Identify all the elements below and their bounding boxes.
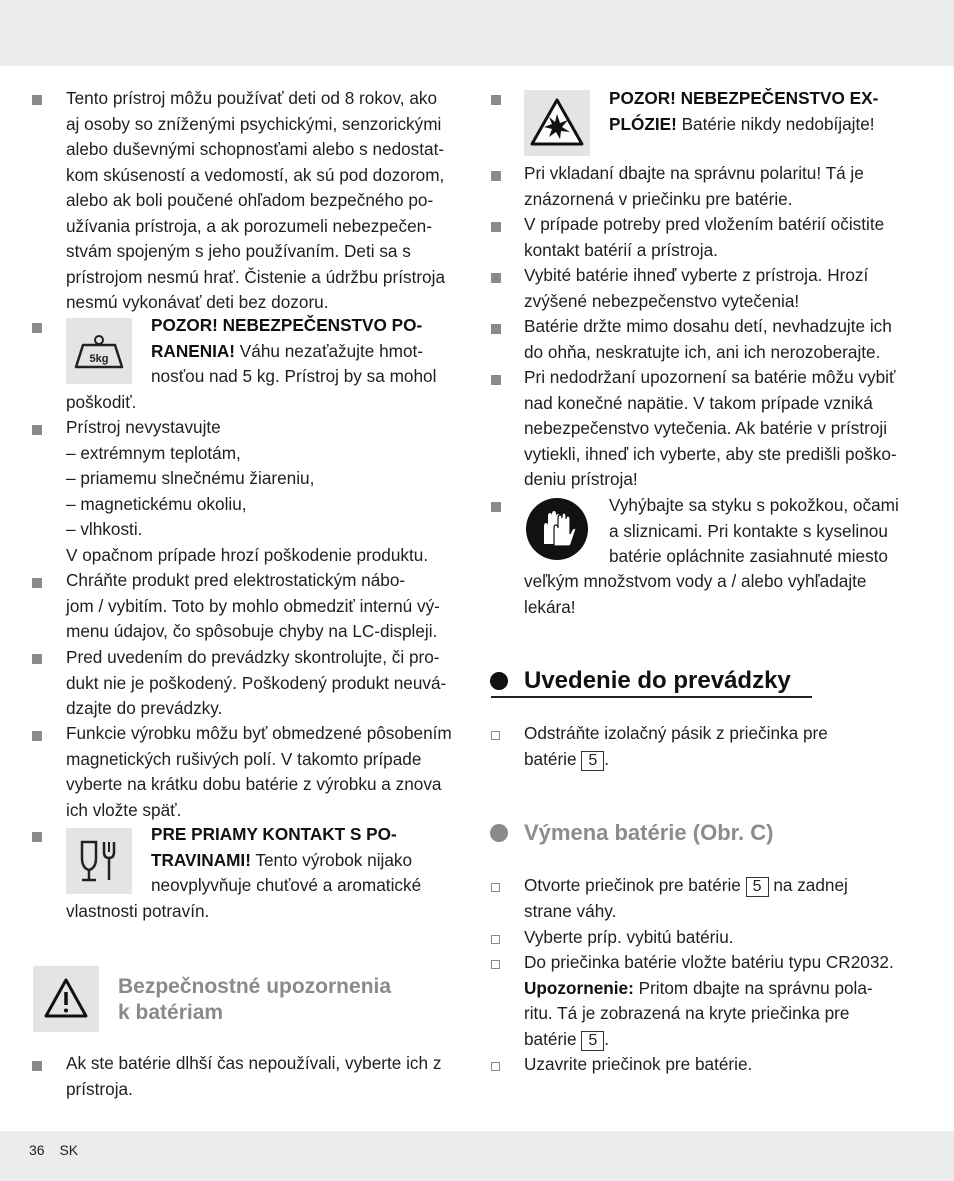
paragraph-environment: Prístroj nevystavujte – extrémnym teplotám, – priamemu slnečnému žiareniu, – magnetickému okoliu, – vlhkosti. V opačnom prípade hrozí poškodenie produktu.	[66, 417, 429, 565]
step-checkbox-icon	[491, 935, 500, 944]
step-checkbox-icon	[491, 731, 500, 740]
weight-label: 5kg	[89, 353, 109, 365]
footer-band	[0, 1131, 954, 1181]
paragraph-children-safety: Tento prístroj môžu používať deti od 8 rokov, ako aj osoby so zníženými psychickými, senzorickými alebo duševnými schopnosťami alebo s nedostat- kom skúseností a vedomostí, ak sú pod dozorom, alebo ak boli poučené ohľadom bezpečného po- užívania prístroja, a ak porozumeli nebezpečen- stvám spojeným s jeho používaním. Deti sa s prístrojom nesmú hrať. Čistenie a údržbu prístroja nesmú vykonávať deti bez dozoru.	[66, 88, 445, 312]
paragraph-remove-dead: Vybité batérie ihneď vyberte z prístroja. Hrozí zvýšené nebezpečenstvo vytečenia!	[524, 265, 869, 311]
heading-commissioning: Uvedenie do prevádzky	[524, 667, 791, 694]
paragraph-leakage: Pri nedodržaní upozornení sa batérie môžu vybiť nad konečné napätie. V takom prípade vzniká nebezpečenstvo vytečenia. Ak batérie v prístroji vytiekli, ihneď ich vyberte, aby ste predišli poško- deniu prístroja!	[524, 367, 897, 489]
ref-number: 5	[746, 877, 769, 897]
gloves-text: Vyhýbajte sa styku s pokožkou, očami a sliznicami. Pri kontakte s kyselinou batérie opláchnite zasiahnuté miesto	[609, 495, 899, 566]
weight-5kg-icon	[66, 318, 132, 384]
bullet-icon	[491, 502, 501, 512]
gloves-text-tail: veľkým množstvom vody a / alebo vyhľadajte lekára!	[524, 571, 867, 617]
explosion-warning-text: POZOR! NEBEZPEČENSTVO EX- PLÓZIE! Batérie nikdy nedobíjajte!	[609, 88, 879, 134]
language-code: SK	[59, 1142, 79, 1158]
ref-number: 5	[581, 751, 604, 771]
explosion-icon	[524, 90, 590, 156]
page-number: 36	[29, 1142, 45, 1158]
step-open-compartment: Otvorte priečinok pre batérie 5 na zadnej strane váhy.	[524, 875, 848, 921]
food-contact-tail: vlastnosti potravín.	[66, 901, 210, 921]
paragraph-children-fire: Batérie držte mimo dosahu detí, nevhadzujte ich do ohňa, neskratujte ich, ani ich nerozoberajte.	[524, 316, 892, 362]
bullet-icon	[32, 95, 42, 105]
paragraph-electrostatic: Chráňte produkt pred elektrostatickým nábo- jom / vybitím. Toto by mohlo obmedziť internú vý- menu údajov, čo spôsobuje chyby na LC-displeji.	[66, 570, 440, 641]
warning-triangle-icon	[33, 966, 99, 1032]
step-remove-battery: Vyberte príp. vybitú batériu.	[524, 927, 734, 947]
warning-injury-tail: poškodiť.	[66, 392, 137, 412]
paragraph-clean-contacts: V prípade potreby pred vložením batérií očistite kontakt batérií a prístroja.	[524, 214, 885, 260]
paragraph-polarity: Pri vkladaní dbajte na správnu polaritu! Tá je znázornená v priečinku pre batérie.	[524, 163, 864, 209]
bullet-icon	[32, 731, 42, 741]
food-safe-icon	[66, 828, 132, 894]
page-footer	[29, 1140, 89, 1160]
heading-battery-replacement: Výmena batérie (Obr. C)	[524, 820, 774, 845]
food-contact-text: PRE PRIAMY KONTAKT S PO- TRAVINAMI! Tento výrobok nijako neovplyvňuje chuťové a aromatické	[151, 824, 422, 895]
bullet-icon	[32, 1061, 42, 1071]
bullet-icon	[491, 375, 501, 385]
heading-bullet-icon	[490, 672, 508, 690]
bullet-icon	[32, 832, 42, 842]
bullet-icon	[491, 171, 501, 181]
bullet-icon	[491, 324, 501, 334]
step-insert-battery: Do priečinka batérie vložte batériu typu CR2032. Upozornenie: Pritom dbajte na správnu pola- ritu. Tá je zobrazená na kryte priečinka pre batérie 5 .	[524, 952, 894, 1049]
step-close-compartment: Uzavrite priečinok pre batérie.	[524, 1054, 753, 1074]
bullet-icon	[491, 273, 501, 283]
heading-bullet-icon	[490, 824, 508, 842]
heading-underline	[491, 696, 812, 698]
paragraph-unused-batteries: Ak ste batérie dlhší čas nepoužívali, vyberte ich z prístroja.	[66, 1053, 442, 1099]
bullet-icon	[491, 222, 501, 232]
battery-safety-heading: Bezpečnostné upozornenia k batériam	[118, 975, 392, 1024]
bullet-icon	[491, 95, 501, 105]
ref-number: 5	[581, 1031, 604, 1051]
paragraph-damage-check: Pred uvedením do prevádzky skontrolujte, či pro- dukt nie je poškodený. Poškodený produkt neuvá- dzajte do prevádzky.	[66, 647, 447, 718]
step-remove-strip: Odstráňte izolačný pásik z priečinka pre batérie 5 .	[524, 723, 828, 769]
bullet-icon	[32, 578, 42, 588]
step-checkbox-icon	[491, 883, 500, 892]
gloves-icon	[524, 496, 590, 562]
warning-injury-text: POZOR! NEBEZPEČENSTVO PO- RANENIA! Váhu nezaťažujte hmot- nosťou nad 5 kg. Prístroj by sa mohol	[151, 315, 437, 386]
bullet-icon	[32, 654, 42, 664]
step-checkbox-icon	[491, 1062, 500, 1071]
step-checkbox-icon	[491, 960, 500, 969]
header-band	[0, 0, 954, 66]
bullet-icon	[32, 323, 42, 333]
paragraph-magnetic: Funkcie výrobku môžu byť obmedzené pôsobením magnetických rušivých polí. V takomto prípade vyberte na krátku dobu batérie z výrobku a znova ich vložte späť.	[66, 723, 452, 820]
bullet-icon	[32, 425, 42, 435]
